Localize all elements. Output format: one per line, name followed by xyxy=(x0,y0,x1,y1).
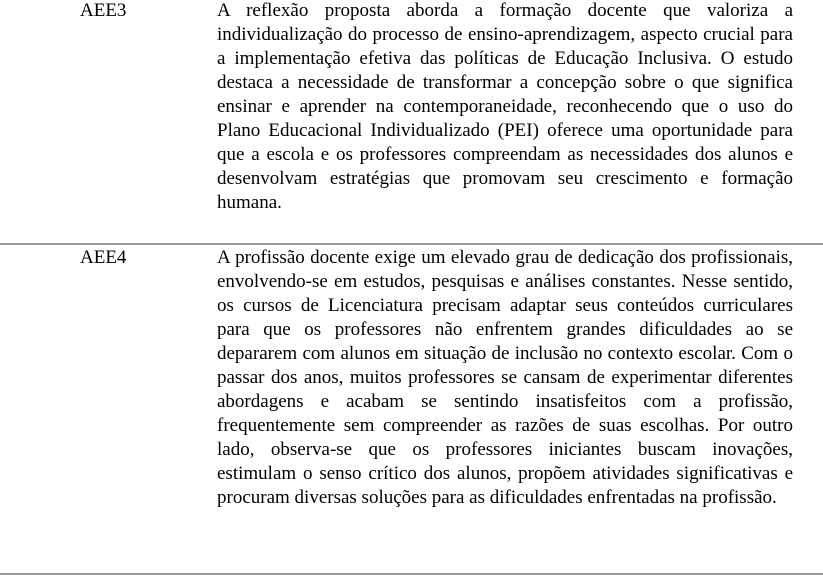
row-code: AEE4 xyxy=(80,247,127,268)
row-code: AEE3 xyxy=(80,0,127,21)
table-row xyxy=(0,245,823,575)
row-text: A reflexão proposta aborda a formação docente que valoriza a individualização do processo de ensino-aprendizagem, aspecto crucial para a implementação efetiva das políticas de Educação Inclusiva. O estudo destaca a necessidade de transformar a concepção sobre o que significa ensinar e aprender na contemporaneidade, reconhecendo que o uso do Plano Educacional Individualizado (PEI) oferece uma oportunidade para que a escola e os professores compreendam as necessidades dos alunos e desenvolvam estratégias que promovam seu crescimento e formação humana. xyxy=(217,0,793,213)
row-text: A profissão docente exige um elevado grau de dedicação dos profissionais, envolvendo-se em estudos, pesquisas e análises constantes. Nesse sentido, os cursos de Licenciatura precisam adaptar seus conteúdos curriculares para que os professores não enfrentem grandes dificuldades ao se depararem com alunos em situação de inclusão no contexto escolar. Com o passar dos anos, muitos professores se cansam de experimentar diferentes abordagens e acabam se sentindo insatisfeitos com a profissão, frequentemente sem compreender as razões de suas escolhas. Por outro lado, observa-se que os professores iniciantes buscam inovações, estimulam o senso crítico dos alunos, propõem atividades significativas e procuram diversas soluções para as dificuldades enfrentadas na profissão. xyxy=(217,247,793,508)
table-row xyxy=(0,0,823,245)
